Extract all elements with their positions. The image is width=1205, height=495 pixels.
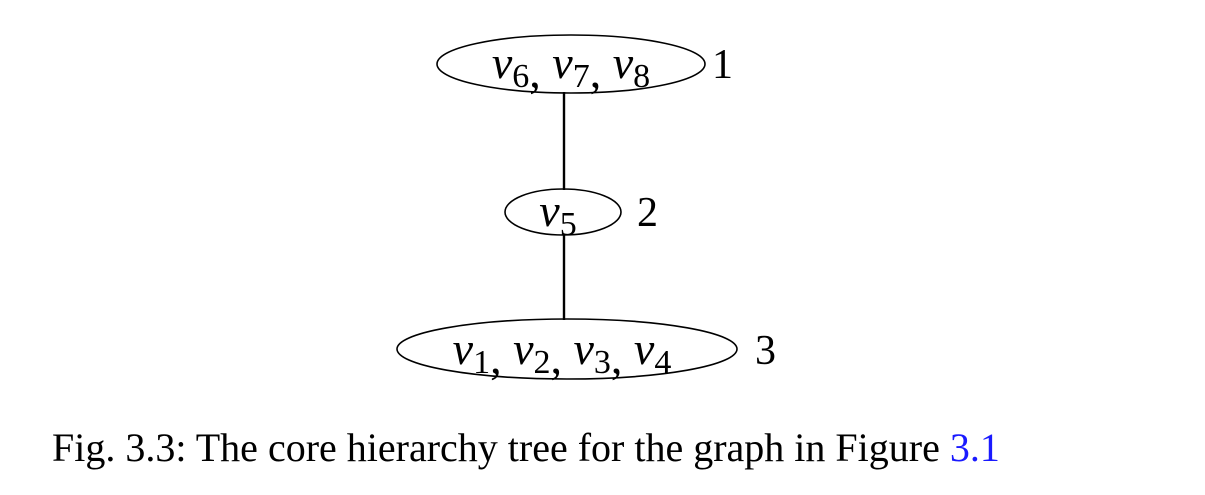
node-label-bottom <box>453 323 672 383</box>
vertex-symbol: v <box>491 37 513 88</box>
tree-node-bottom <box>397 319 776 383</box>
vertex-subscript: 3 <box>593 344 611 381</box>
vertex-symbol: v <box>612 37 634 88</box>
vertex-symbol: v <box>573 323 594 374</box>
vertex-subscript: 4 <box>654 344 672 381</box>
vertex-subscript: 5 <box>559 206 577 243</box>
figure-caption <box>52 420 1000 476</box>
tree-node-top <box>437 35 733 97</box>
vertex-subscript: 8 <box>633 58 651 95</box>
node-label-top <box>492 37 650 97</box>
tree-node-middle <box>505 185 658 243</box>
vertex-subscript: 2 <box>533 344 551 381</box>
figure-caption-text: Fig. 3.3: The core hierarchy tree for the graph in Figure <box>52 425 950 470</box>
vertex-separator: , <box>550 332 574 383</box>
vertex-subscript: 6 <box>512 58 530 95</box>
vertex-separator: , <box>529 46 553 97</box>
vertex-separator: , <box>610 332 634 383</box>
vertex-symbol: v <box>633 323 655 374</box>
node-label-middle <box>539 185 576 243</box>
vertex-symbol: v <box>513 323 534 374</box>
figure-reference-link[interactable]: 3.1 <box>949 425 1000 470</box>
vertex-symbol: v <box>452 323 474 374</box>
level-label-1: 1 <box>712 42 733 88</box>
vertex-separator: , <box>490 332 514 383</box>
level-label-2: 2 <box>637 190 658 236</box>
level-label-3: 3 <box>755 328 776 374</box>
vertex-subscript: 7 <box>572 58 590 95</box>
vertex-symbol: v <box>552 37 573 88</box>
vertex-subscript: 1 <box>473 344 491 381</box>
vertex-symbol: v <box>539 185 560 236</box>
vertex-separator: , <box>589 46 613 97</box>
